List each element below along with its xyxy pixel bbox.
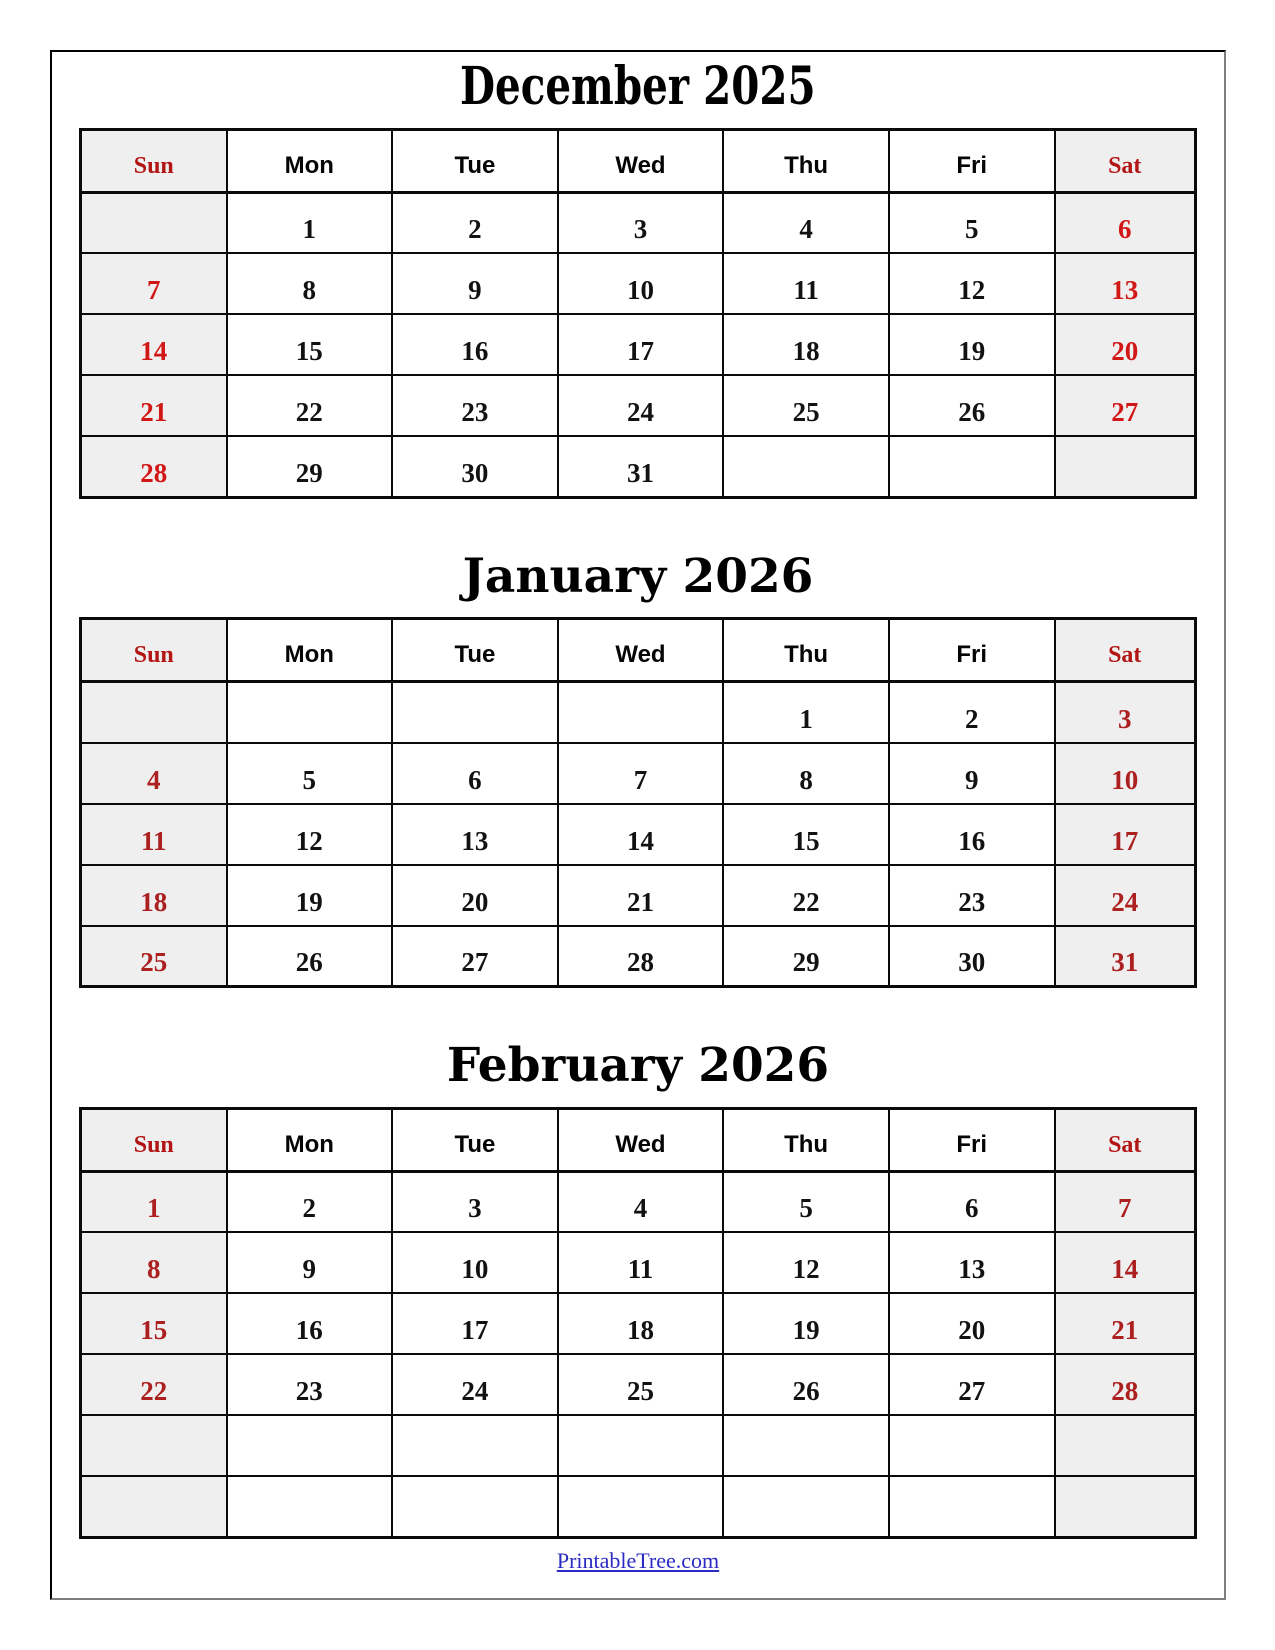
day-header-cell: Mon bbox=[227, 619, 393, 682]
day-cell: 13 bbox=[1055, 253, 1196, 314]
day-header-cell: Tue bbox=[392, 1108, 558, 1171]
day-cell: 7 bbox=[558, 743, 724, 804]
day-cell: 8 bbox=[81, 1232, 227, 1293]
day-cell: 17 bbox=[1055, 804, 1196, 865]
day-cell: 18 bbox=[723, 314, 889, 375]
day-cell: 14 bbox=[81, 314, 227, 375]
day-cell: 8 bbox=[723, 743, 889, 804]
day-cell: 6 bbox=[889, 1171, 1055, 1232]
week-row bbox=[81, 682, 1196, 743]
day-header-cell: Tue bbox=[392, 129, 558, 192]
month-title bbox=[52, 1040, 1224, 1093]
month-title-text: December 2025 bbox=[460, 55, 816, 118]
empty-cell bbox=[1055, 1476, 1196, 1537]
day-cell: 12 bbox=[889, 253, 1055, 314]
day-header-row bbox=[81, 129, 1196, 192]
month-title bbox=[52, 548, 1224, 604]
day-header-cell: Wed bbox=[558, 1108, 724, 1171]
month-table bbox=[79, 1107, 1197, 1539]
day-cell: 10 bbox=[558, 253, 724, 314]
month-title-text: February 2026 bbox=[446, 1038, 830, 1094]
month-section bbox=[52, 1040, 1224, 1539]
day-cell: 29 bbox=[723, 926, 889, 987]
day-cell: 23 bbox=[392, 375, 558, 436]
empty-cell bbox=[558, 1415, 724, 1476]
day-cell: 5 bbox=[723, 1171, 889, 1232]
day-cell: 1 bbox=[81, 1171, 227, 1232]
empty-cell bbox=[723, 436, 889, 497]
day-cell: 2 bbox=[227, 1171, 393, 1232]
day-cell: 8 bbox=[227, 253, 393, 314]
day-cell: 11 bbox=[558, 1232, 724, 1293]
day-cell: 29 bbox=[227, 436, 393, 497]
day-cell: 30 bbox=[392, 436, 558, 497]
day-header-cell: Sun bbox=[81, 129, 227, 192]
day-cell: 21 bbox=[558, 865, 724, 926]
day-cell: 20 bbox=[889, 1293, 1055, 1354]
day-header-cell: Sat bbox=[1055, 619, 1196, 682]
empty-cell bbox=[558, 1476, 724, 1537]
day-header-cell: Thu bbox=[723, 129, 889, 192]
day-cell: 18 bbox=[558, 1293, 724, 1354]
day-cell: 14 bbox=[558, 804, 724, 865]
day-cell: 15 bbox=[723, 804, 889, 865]
day-header-cell: Sun bbox=[81, 619, 227, 682]
day-cell: 23 bbox=[889, 865, 1055, 926]
day-cell: 5 bbox=[227, 743, 393, 804]
month-table bbox=[79, 128, 1197, 499]
day-header-cell: Sun bbox=[81, 1108, 227, 1171]
footer bbox=[52, 1548, 1224, 1574]
day-cell: 7 bbox=[81, 253, 227, 314]
day-cell: 19 bbox=[889, 314, 1055, 375]
empty-cell bbox=[392, 682, 558, 743]
day-cell: 20 bbox=[392, 865, 558, 926]
day-cell: 26 bbox=[227, 926, 393, 987]
day-cell: 26 bbox=[889, 375, 1055, 436]
month-table bbox=[79, 617, 1197, 988]
empty-cell bbox=[392, 1415, 558, 1476]
empty-cell bbox=[889, 436, 1055, 497]
empty-cell bbox=[392, 1476, 558, 1537]
day-cell: 2 bbox=[392, 192, 558, 253]
day-cell: 23 bbox=[227, 1354, 393, 1415]
day-cell: 14 bbox=[1055, 1232, 1196, 1293]
months-container bbox=[52, 55, 1224, 1539]
day-cell: 28 bbox=[558, 926, 724, 987]
day-header-cell: Mon bbox=[227, 1108, 393, 1171]
day-header-cell: Thu bbox=[723, 1108, 889, 1171]
day-cell: 22 bbox=[81, 1354, 227, 1415]
day-cell: 16 bbox=[227, 1293, 393, 1354]
day-cell: 17 bbox=[558, 314, 724, 375]
day-cell: 11 bbox=[81, 804, 227, 865]
week-row bbox=[81, 375, 1196, 436]
week-row bbox=[81, 865, 1196, 926]
page-frame bbox=[50, 50, 1226, 1600]
week-row bbox=[81, 1415, 1196, 1476]
day-header-cell: Sat bbox=[1055, 129, 1196, 192]
day-cell: 17 bbox=[392, 1293, 558, 1354]
day-cell: 24 bbox=[1055, 865, 1196, 926]
week-row bbox=[81, 1476, 1196, 1537]
empty-cell bbox=[889, 1476, 1055, 1537]
day-cell: 3 bbox=[1055, 682, 1196, 743]
day-cell: 21 bbox=[1055, 1293, 1196, 1354]
day-cell: 19 bbox=[723, 1293, 889, 1354]
empty-cell bbox=[227, 1415, 393, 1476]
week-row bbox=[81, 253, 1196, 314]
day-cell: 26 bbox=[723, 1354, 889, 1415]
empty-cell bbox=[1055, 436, 1196, 497]
day-cell: 9 bbox=[889, 743, 1055, 804]
day-header-cell: Mon bbox=[227, 129, 393, 192]
day-cell: 11 bbox=[723, 253, 889, 314]
day-cell: 13 bbox=[392, 804, 558, 865]
month-title-text: January 2026 bbox=[462, 548, 814, 604]
day-cell: 22 bbox=[723, 865, 889, 926]
footer-link[interactable]: PrintableTree.com bbox=[556, 1547, 720, 1573]
day-header-cell: Wed bbox=[558, 129, 724, 192]
week-row bbox=[81, 1354, 1196, 1415]
calendar-page bbox=[52, 52, 1224, 1574]
week-row bbox=[81, 314, 1196, 375]
day-cell: 27 bbox=[1055, 375, 1196, 436]
empty-cell bbox=[81, 682, 227, 743]
day-cell: 9 bbox=[392, 253, 558, 314]
day-header-row bbox=[81, 619, 1196, 682]
day-cell: 12 bbox=[227, 804, 393, 865]
day-cell: 24 bbox=[558, 375, 724, 436]
empty-cell bbox=[723, 1476, 889, 1537]
day-header-cell: Fri bbox=[889, 619, 1055, 682]
week-row bbox=[81, 743, 1196, 804]
day-cell: 6 bbox=[392, 743, 558, 804]
day-cell: 3 bbox=[558, 192, 724, 253]
month-title bbox=[52, 55, 1224, 118]
day-cell: 4 bbox=[81, 743, 227, 804]
day-cell: 4 bbox=[558, 1171, 724, 1232]
day-cell: 16 bbox=[889, 804, 1055, 865]
day-cell: 10 bbox=[1055, 743, 1196, 804]
day-cell: 1 bbox=[723, 682, 889, 743]
day-cell: 27 bbox=[889, 1354, 1055, 1415]
day-cell: 28 bbox=[81, 436, 227, 497]
day-cell: 15 bbox=[227, 314, 393, 375]
day-cell: 20 bbox=[1055, 314, 1196, 375]
day-cell: 5 bbox=[889, 192, 1055, 253]
week-row bbox=[81, 804, 1196, 865]
month-section bbox=[52, 55, 1224, 499]
day-cell: 19 bbox=[227, 865, 393, 926]
day-cell: 25 bbox=[81, 926, 227, 987]
empty-cell bbox=[1055, 1415, 1196, 1476]
day-header-cell: Fri bbox=[889, 1108, 1055, 1171]
day-cell: 2 bbox=[889, 682, 1055, 743]
day-cell: 18 bbox=[81, 865, 227, 926]
day-cell: 15 bbox=[81, 1293, 227, 1354]
day-cell: 24 bbox=[392, 1354, 558, 1415]
week-row bbox=[81, 926, 1196, 987]
week-row bbox=[81, 192, 1196, 253]
day-cell: 12 bbox=[723, 1232, 889, 1293]
day-header-cell: Tue bbox=[392, 619, 558, 682]
day-cell: 9 bbox=[227, 1232, 393, 1293]
day-cell: 6 bbox=[1055, 192, 1196, 253]
day-cell: 3 bbox=[392, 1171, 558, 1232]
day-header-row bbox=[81, 1108, 1196, 1171]
day-cell: 1 bbox=[227, 192, 393, 253]
week-row bbox=[81, 1232, 1196, 1293]
day-cell: 25 bbox=[723, 375, 889, 436]
day-cell: 21 bbox=[81, 375, 227, 436]
day-header-cell: Sat bbox=[1055, 1108, 1196, 1171]
day-cell: 7 bbox=[1055, 1171, 1196, 1232]
week-row bbox=[81, 1293, 1196, 1354]
day-cell: 10 bbox=[392, 1232, 558, 1293]
day-cell: 31 bbox=[1055, 926, 1196, 987]
empty-cell bbox=[558, 682, 724, 743]
empty-cell bbox=[723, 1415, 889, 1476]
day-header-cell: Fri bbox=[889, 129, 1055, 192]
empty-cell bbox=[81, 1476, 227, 1537]
empty-cell bbox=[81, 192, 227, 253]
day-cell: 13 bbox=[889, 1232, 1055, 1293]
day-cell: 16 bbox=[392, 314, 558, 375]
day-cell: 25 bbox=[558, 1354, 724, 1415]
week-row bbox=[81, 1171, 1196, 1232]
day-header-cell: Wed bbox=[558, 619, 724, 682]
day-cell: 28 bbox=[1055, 1354, 1196, 1415]
empty-cell bbox=[227, 682, 393, 743]
day-cell: 31 bbox=[558, 436, 724, 497]
empty-cell bbox=[889, 1415, 1055, 1476]
day-cell: 30 bbox=[889, 926, 1055, 987]
day-header-cell: Thu bbox=[723, 619, 889, 682]
month-section bbox=[52, 548, 1224, 989]
day-cell: 27 bbox=[392, 926, 558, 987]
empty-cell bbox=[81, 1415, 227, 1476]
day-cell: 4 bbox=[723, 192, 889, 253]
empty-cell bbox=[227, 1476, 393, 1537]
day-cell: 22 bbox=[227, 375, 393, 436]
week-row bbox=[81, 436, 1196, 497]
